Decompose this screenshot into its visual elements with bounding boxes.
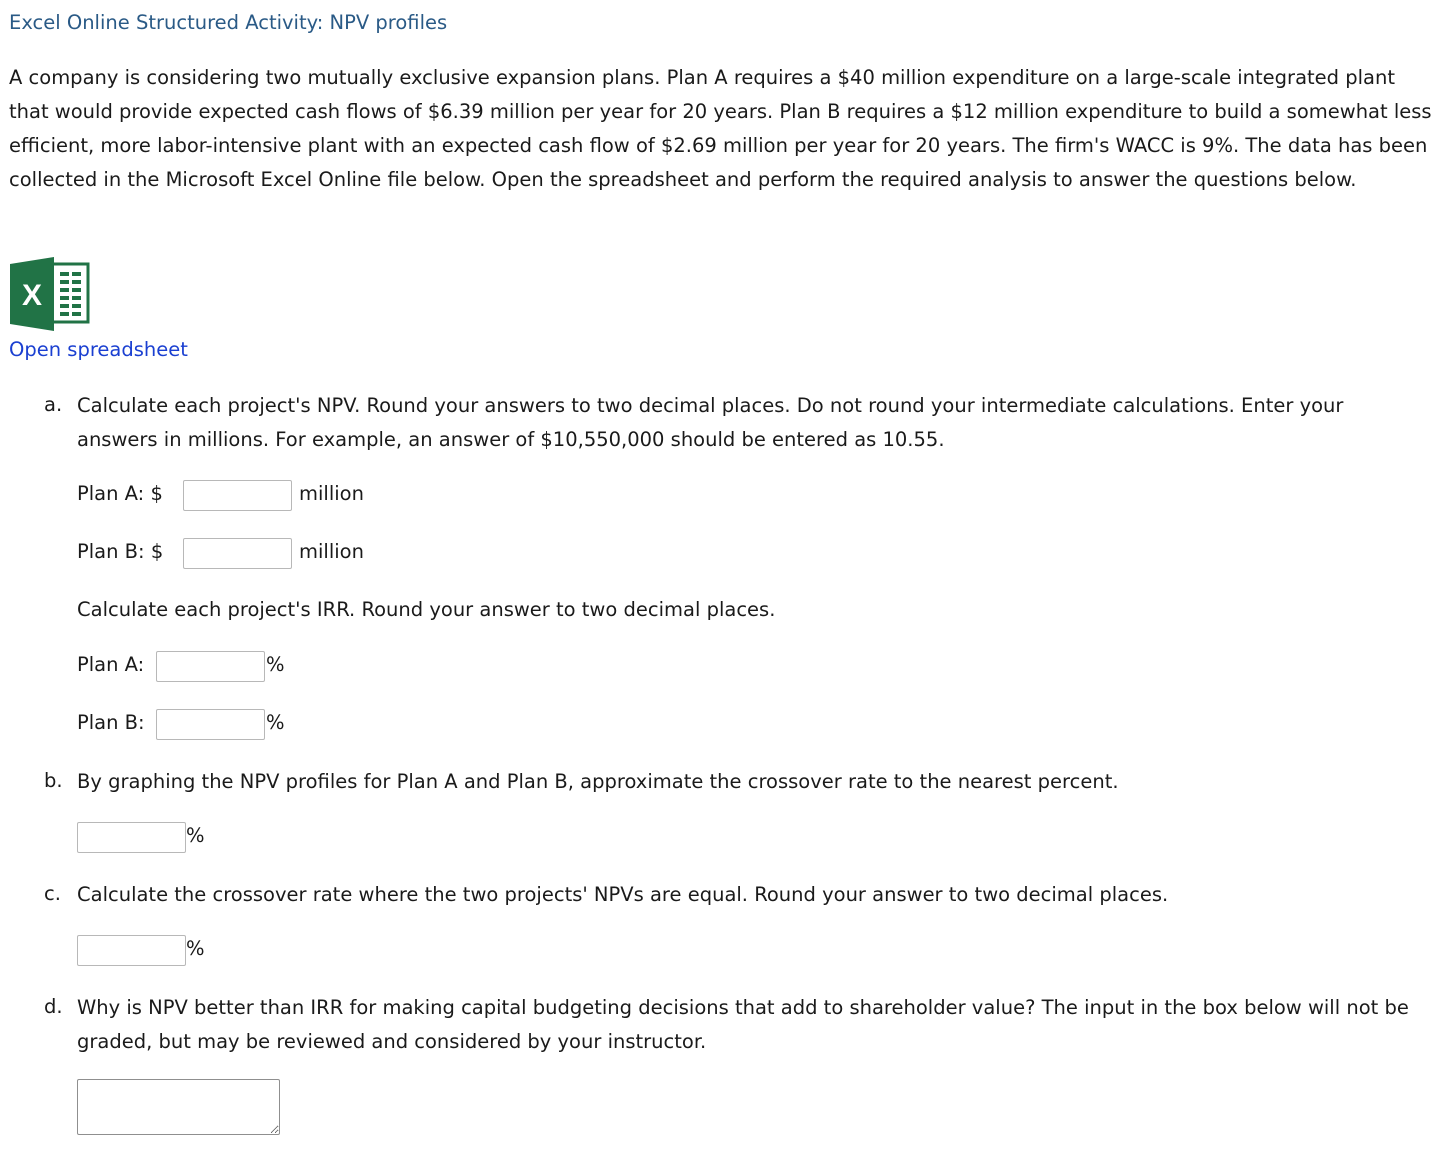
question-c-text: Calculate the crossover rate where the two projects' NPVs are equal. Round your answer to two decimal places. [77,883,1169,906]
question-b-text: By graphing the NPV profiles for Plan A and Plan B, approximate the crossover rate to the nearest percent. [77,770,1119,793]
question-b-letter: b. [44,769,63,792]
npv-plan-a-input[interactable] [183,480,292,511]
irr-plan-a-unit: % [266,653,285,676]
question-a-text: Calculate each project's NPV. Round your answers to two decimal places. Do not round your intermediate calculations. Enter your answers in millions. For example, an answer of $10,550,000 should be entered as 10.55. [77,394,1344,451]
npv-vs-irr-textarea[interactable] [77,1079,280,1135]
excel-icon-letter: X [21,279,43,312]
irr-plan-b-input[interactable] [156,709,265,740]
npv-plan-b-label: Plan B: $ [77,540,164,563]
page-title: Excel Online Structured Activity: NPV profiles [9,11,448,34]
question-d-letter: d. [44,995,63,1018]
crossover-exact-input[interactable] [77,935,186,966]
npv-plan-a-unit: million [299,482,364,505]
irr-plan-a-input[interactable] [156,651,265,682]
question-d-text: Why is NPV better than IRR for making capital budgeting decisions that add to shareholder value? The input in the box below will not be graded, but may be reviewed and considered by your instructor. [77,996,1409,1053]
npv-plan-b-input[interactable] [183,538,292,569]
question-c-letter: c. [44,882,61,905]
irr-plan-a-label: Plan A: [77,653,145,676]
intro-paragraph: A company is considering two mutually exclusive expansion plans. Plan A requires a $40 million expenditure on a large-scale integrated plant that would provide expected cash flows of $6.39 million per year for 20 years. Plan B requires a $12 million expenditure to build a somewhat less efficient, more labor-intensive plant with an expected cash flow of $2.69 million per year for 20 years. The firm's WACC is 9%. The data has been collected in the Microsoft Excel Online file below. Open the spreadsheet and perform the required analysis to answer the questions below. [9,66,1432,191]
irr-plan-b-label: Plan B: [77,711,145,734]
crossover-approx-input[interactable] [77,822,186,853]
excel-icon[interactable] [10,257,90,331]
crossover-approx-unit: % [186,824,205,847]
crossover-exact-unit: % [186,937,205,960]
irr-instruction: Calculate each project's IRR. Round your answer to two decimal places. [77,598,776,621]
open-spreadsheet-link[interactable]: Open spreadsheet [9,338,188,361]
npv-plan-a-label: Plan A: $ [77,482,163,505]
npv-plan-b-unit: million [299,540,364,563]
irr-plan-b-unit: % [266,711,285,734]
question-a-letter: a. [44,393,63,416]
